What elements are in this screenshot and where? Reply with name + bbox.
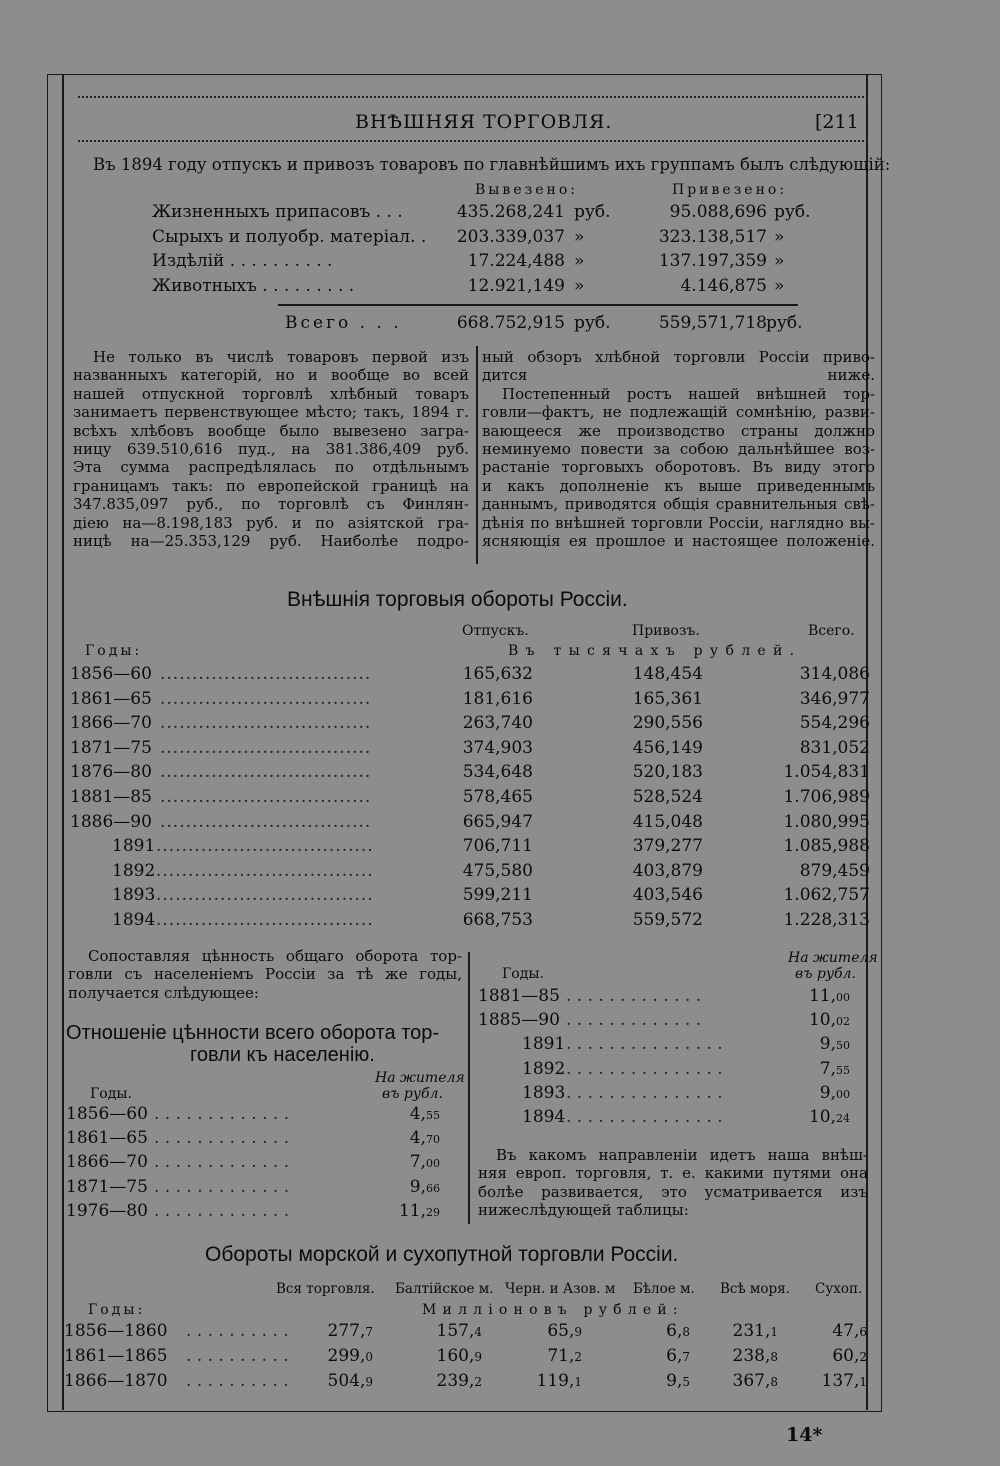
value-frac: 9 (365, 1375, 373, 1389)
page-number: [211 (815, 111, 859, 133)
text-line: 347.835,097 руб., по торговлѣ съ Финлян- (73, 495, 469, 514)
leader-dots: . . . . . . . . . . (186, 1346, 289, 1366)
trade-table-title: Внѣшнія торговыя обороты Россіи. (287, 588, 628, 611)
value-int: 7, (819, 1058, 836, 1079)
frame-rule-left (62, 74, 64, 1410)
col-export: Отпускъ. (462, 623, 529, 639)
value-frac: 2 (474, 1375, 482, 1389)
years-header-right: Годы. (502, 966, 544, 982)
value-int: 4, (409, 1104, 426, 1124)
value-int: 277, (327, 1321, 366, 1341)
value-frac: 02 (836, 1015, 850, 1029)
leader-dots: . . . . . . . . . . . . . (154, 1176, 290, 1197)
sea-land-value (437, 1319, 483, 1345)
sea-land-col-header: Балтійское м. (395, 1281, 494, 1297)
leader-dots: .................................. (156, 910, 374, 930)
export-value: 665,947 (462, 811, 533, 832)
year-label: 1861—65 (70, 688, 152, 709)
value-frac: 8 (682, 1325, 690, 1339)
imported-unit: руб. (774, 202, 811, 222)
total-value: 879,459 (799, 860, 870, 881)
value-frac: 1 (859, 1375, 867, 1389)
leader-dots: . . . . . . . . . . . . . (566, 986, 702, 1006)
text-line: няя европ. торговля, т. е. какими путями она (478, 1164, 868, 1183)
value-int: 367, (732, 1371, 771, 1391)
text-line: растаніе торговыхъ оборотовъ. Въ виду этого (482, 458, 875, 477)
sea-land-value (328, 1319, 374, 1345)
text-line: Постепенный ростъ нашей внѣшней тор- (502, 384, 875, 403)
col-imported: Привезено: (672, 182, 788, 198)
sea-land-units: Милліоновъ рублей: (422, 1302, 684, 1318)
per-capita-value (410, 1126, 440, 1153)
value-frac: 4 (474, 1325, 482, 1339)
per-capita-header-left-2: въ рубл. (382, 1086, 443, 1102)
sea-land-value (666, 1369, 690, 1395)
goods-label: Жизненныхъ припасовъ . . . (152, 202, 403, 222)
sea-land-value (328, 1369, 374, 1395)
total-value: 1.054,831 (783, 762, 870, 783)
text-line: неминуемо повести за собою дальнѣйшее воз- (482, 440, 875, 458)
export-value: 263,740 (462, 713, 533, 734)
text-line: Эта сумма распредѣлялась по отдѣльнымъ (73, 458, 469, 477)
per-capita-value (809, 1008, 850, 1035)
text-line: занимаетъ первенствующее мѣсто; такъ, 1894 г. (73, 403, 469, 422)
total-imported: 559,571,718 (658, 313, 767, 333)
import-value: 520,183 (632, 762, 703, 783)
text-line: ясняющія ея прошлое и настоящее положеніе. (482, 532, 875, 550)
text-line: ный обзоръ хлѣбной торговли Россіи приво- (482, 348, 875, 366)
year-label: 1894 (112, 910, 156, 930)
text-line: нашей отпускной торговлѣ хлѣбный товаръ (73, 384, 469, 403)
sea-land-col-header: Бѣлое м. (633, 1281, 695, 1297)
value-frac: 7 (365, 1325, 373, 1339)
value-int: 65, (547, 1321, 575, 1341)
import-value: 403,546 (632, 885, 703, 906)
per-capita-header-right-2: въ рубл. (795, 966, 856, 982)
year-label: 1893 (522, 1082, 566, 1103)
export-value: 475,580 (462, 860, 533, 881)
imported-unit: » (774, 275, 785, 296)
year-label: 1894 (522, 1107, 566, 1127)
exported-value: 435.268,241 (456, 202, 565, 222)
text-line: дѣнія по внѣшней торговли Россіи, наглядно вы- (482, 513, 875, 532)
value-frac: 7 (682, 1350, 690, 1364)
leader-dots: ................................. (160, 664, 372, 684)
value-int: 9, (409, 1176, 426, 1197)
sea-land-value (666, 1344, 690, 1370)
leader-dots: . . . . . . . . . . (186, 1371, 289, 1391)
value-int: 119, (536, 1371, 575, 1391)
units-label: Въ тысячахъ рублей. (508, 643, 802, 659)
value-frac: 55 (426, 1109, 440, 1122)
import-value: 559,572 (632, 910, 703, 930)
year-label: 1856—60 (66, 1104, 148, 1124)
value-int: 71, (547, 1346, 575, 1366)
imported-value: 137.197,359 (658, 251, 767, 271)
leader-dots: .................................. (156, 885, 374, 906)
sea-land-value (547, 1319, 582, 1345)
sea-land-years: Годы: (88, 1302, 146, 1318)
sea-land-value (666, 1319, 690, 1345)
goods-label: Сырыхъ и полуобр. матеріал. . (152, 226, 427, 247)
value-int: 239, (436, 1371, 475, 1391)
value-frac: 1 (574, 1375, 582, 1389)
leader-dots: . . . . . . . . . . (186, 1321, 289, 1341)
value-int: 299, (327, 1346, 366, 1366)
value-frac: 9 (474, 1350, 482, 1364)
import-value: 148,454 (632, 664, 703, 684)
year-label: 1885—90 (478, 1010, 560, 1031)
ornament-rule-bottom (78, 140, 868, 142)
value-int: 11, (398, 1200, 426, 1221)
year-label: 1866—70 (66, 1152, 148, 1173)
per-capita-header-left-1: На жителя (375, 1070, 465, 1086)
value-frac: 9 (574, 1325, 582, 1339)
year-label: 1881—85 (70, 787, 152, 807)
value-frac: 2 (859, 1350, 867, 1364)
year-label: 1892 (112, 860, 156, 881)
per-capita-value (809, 984, 850, 1011)
value-int: 47, (832, 1321, 860, 1341)
year-label: 1892 (522, 1058, 566, 1079)
leader-dots: . . . . . . . . . . . . . . . (566, 1034, 723, 1055)
text-line: діею на—8.198,183 руб. и по азіятской гра- (73, 513, 469, 532)
per-capita-value (820, 1032, 850, 1059)
value-int: 7, (409, 1152, 426, 1173)
import-value: 403,879 (632, 860, 703, 881)
value-frac: 8 (770, 1375, 778, 1389)
sea-land-value (437, 1344, 483, 1370)
export-value: 599,211 (462, 885, 533, 906)
sea-land-col-header: Черн. и Азов. м (505, 1281, 616, 1297)
import-value: 456,149 (632, 737, 703, 758)
per-capita-value (820, 1057, 850, 1084)
sea-land-value (328, 1344, 374, 1370)
value-frac: 8 (770, 1350, 778, 1364)
value-int: 231, (732, 1321, 771, 1341)
value-frac: 00 (426, 1157, 440, 1171)
value-int: 504, (327, 1371, 366, 1391)
text-line: даннымъ, приводятся общія сравнительныя свѣ- (482, 495, 875, 514)
total-value: 1.080,995 (783, 811, 870, 832)
column-divider (476, 346, 478, 564)
value-int: 157, (436, 1321, 475, 1341)
total-value: 346,977 (799, 688, 870, 709)
years-header-left: Годы. (90, 1086, 132, 1102)
sea-land-title: Обороты морской и сухопутной торговли Россіи. (205, 1243, 679, 1266)
text-line: говли съ населеніемъ Россіи за тѣ же годы, (68, 965, 462, 984)
text-line: получается слѣдующее: (68, 983, 259, 1002)
text-line: всѣхъ хлѣбовъ вообще было вывезено загра- (73, 421, 469, 440)
exported-unit: руб. (574, 202, 611, 222)
year-label: 1893 (112, 885, 156, 906)
value-int: 9, (819, 1034, 836, 1055)
leader-dots: .................................. (156, 860, 374, 881)
total-value: 831,052 (799, 737, 870, 758)
leader-dots: . . . . . . . . . . . . . . . (566, 1082, 723, 1103)
export-value: 578,465 (462, 787, 533, 807)
import-value: 415,048 (632, 811, 703, 832)
sea-land-value (832, 1344, 867, 1370)
text-line: вающееся же производство страны должно (482, 421, 875, 440)
imported-value: 323.138,517 (658, 226, 767, 247)
year-label: 1856—60 (70, 664, 152, 684)
text-line: Въ какомъ направленіи идетъ наша внѣш- (496, 1146, 868, 1164)
year-label: 1866—1870 (64, 1371, 168, 1391)
ratio-title-2: говли къ населенію. (190, 1044, 375, 1066)
text-line: Не только въ числѣ товаровъ первой изъ (93, 348, 469, 366)
export-value: 668,753 (462, 910, 533, 930)
import-value: 379,277 (632, 836, 703, 857)
ornament-rule-top (78, 96, 868, 98)
year-label: 1891 (112, 836, 156, 857)
leader-dots: . . . . . . . . . . . . . (154, 1128, 290, 1149)
value-int: 137, (821, 1371, 860, 1391)
leader-dots: ................................. (160, 762, 372, 783)
imported-value: 95.088,696 (669, 202, 767, 222)
sea-land-value (733, 1369, 779, 1395)
imported-unit: » (774, 226, 785, 247)
sea-land-value (733, 1344, 779, 1370)
value-int: 6, (666, 1346, 683, 1366)
value-frac: 29 (426, 1205, 440, 1219)
total-exported: 668.752,915 (456, 313, 565, 333)
leader-dots: . . . . . . . . . . . . . (566, 1010, 702, 1031)
value-int: 10, (808, 1010, 836, 1031)
year-label: 1866—70 (70, 713, 152, 734)
goods-label: Издѣлій . . . . . . . . . . (152, 251, 333, 271)
goods-label: Животныхъ . . . . . . . . . (152, 275, 355, 296)
export-value: 706,711 (462, 836, 533, 857)
leader-dots: . . . . . . . . . . . . . (154, 1200, 290, 1221)
per-capita-value (820, 1081, 850, 1108)
sea-land-value (437, 1369, 483, 1395)
value-frac: 0 (365, 1350, 373, 1364)
import-value: 290,556 (632, 713, 703, 734)
per-capita-value (399, 1199, 440, 1226)
per-capita-value (410, 1150, 440, 1177)
sea-land-value (832, 1319, 867, 1345)
value-int: 60, (832, 1346, 860, 1366)
per-capita-header-right-1: На жителя (788, 950, 878, 966)
value-frac: 2 (574, 1350, 582, 1364)
leader-dots: . . . . . . . . . . . . . (154, 1152, 290, 1173)
value-frac: 6 (859, 1325, 867, 1339)
value-int: 10, (808, 1107, 836, 1127)
year-label: 1871—75 (70, 737, 152, 758)
ratio-title-1: Отношеніе цѣнности всего оборота тор- (66, 1022, 440, 1044)
sea-land-value (822, 1369, 868, 1395)
running-title: ВНѢШНЯЯ ТОРГОВЛЯ. (355, 111, 613, 133)
imported-unit: » (774, 251, 785, 271)
leader-dots: ................................. (160, 713, 372, 734)
export-value: 374,903 (462, 737, 533, 758)
total-value: 1.706,989 (783, 787, 870, 807)
export-value: 534,648 (462, 762, 533, 783)
total-label: Всего . . . (285, 313, 402, 333)
sea-land-value (547, 1344, 582, 1370)
import-value: 165,361 (632, 688, 703, 709)
text-line: названныхъ категорій, но и вообще во всей (73, 366, 469, 385)
per-capita-value (410, 1175, 440, 1202)
total-exported-unit: руб. (574, 313, 611, 333)
value-frac: 70 (426, 1133, 440, 1147)
value-frac: 24 (836, 1112, 850, 1125)
value-int: 4, (409, 1128, 426, 1149)
total-imported-unit: руб. (766, 313, 803, 333)
text-line: болѣе развивается, это усматривается изъ (478, 1182, 868, 1201)
leader-dots: ................................. (160, 811, 372, 832)
sea-land-col-header: Сухоп. (815, 1281, 863, 1297)
text-line: говли—фактъ, не подлежащій сомнѣнію, разви- (482, 403, 875, 422)
per-capita-value (809, 1105, 850, 1132)
total-value: 1.085,988 (783, 836, 870, 857)
text-line: ницѣ на—25.353,129 руб. Наиболѣе подро- (73, 532, 469, 550)
text-line: ницу 639.510,616 пуд., на 381.386,409 руб. (73, 440, 469, 458)
leader-dots: . . . . . . . . . . . . . . . (566, 1058, 723, 1079)
exported-value: 17.224,488 (467, 251, 565, 271)
exported-value: 203.339,037 (456, 226, 565, 247)
sea-land-value (537, 1369, 583, 1395)
value-frac: 50 (836, 1039, 850, 1053)
text-line: границамъ такъ: по европейской границѣ на (73, 476, 469, 495)
total-value: 554,296 (799, 713, 870, 734)
value-int: 160, (436, 1346, 475, 1366)
value-frac: 00 (836, 991, 850, 1004)
value-frac: 55 (836, 1063, 850, 1077)
leader-dots: . . . . . . . . . . . . . (154, 1104, 290, 1124)
exported-unit: » (574, 275, 585, 296)
value-int: 9, (666, 1371, 683, 1391)
year-label: 1881—85 (478, 986, 560, 1006)
year-label: 1871—75 (66, 1176, 148, 1197)
col-years: Годы: (85, 643, 143, 659)
value-int: 9, (819, 1082, 836, 1103)
value-frac: 1 (770, 1325, 778, 1339)
col-exported: Вывезено: (475, 182, 578, 198)
year-label: 1856—1860 (64, 1321, 168, 1341)
value-int: 6, (666, 1321, 683, 1341)
export-value: 181,616 (462, 688, 533, 709)
year-label: 1976—80 (66, 1200, 148, 1221)
leader-dots: ................................. (160, 688, 372, 709)
value-frac: 5 (682, 1375, 690, 1389)
leader-dots: .................................. (156, 836, 374, 857)
imported-value: 4.146,875 (680, 275, 767, 296)
text-line: нижеслѣдующей таблицы: (478, 1201, 689, 1220)
total-rule (278, 304, 798, 306)
value-frac: 00 (836, 1087, 850, 1101)
per-capita-value (410, 1102, 440, 1129)
exported-unit: » (574, 251, 585, 271)
value-frac: 66 (426, 1181, 440, 1195)
year-label: 1861—1865 (64, 1346, 168, 1366)
leader-dots: ................................. (160, 787, 372, 807)
text-line: и какъ дополненіе къ выше приведеннымъ (482, 476, 875, 495)
year-label: 1891 (522, 1034, 566, 1055)
year-label: 1876—80 (70, 762, 152, 783)
sea-land-col-header: Вся торговля. (276, 1281, 375, 1297)
total-value: 314,086 (799, 664, 870, 684)
import-value: 528,524 (632, 787, 703, 807)
year-label: 1886—90 (70, 811, 152, 832)
leader-dots: . . . . . . . . . . . . . . . (566, 1107, 723, 1127)
value-int: 238, (732, 1346, 771, 1366)
lower-divider (468, 952, 470, 1224)
exported-value: 12.921,149 (467, 275, 565, 296)
text-line: Сопоставляя цѣнность общаго оборота тор- (88, 947, 462, 965)
sea-land-value (733, 1319, 779, 1345)
export-value: 165,632 (462, 664, 533, 684)
exported-unit: » (574, 226, 585, 247)
year-label: 1861—65 (66, 1128, 148, 1149)
leader-dots: ................................. (160, 737, 372, 758)
intro-text: Въ 1894 году отпускъ и привозъ товаровъ по главнѣйшимъ ихъ группамъ былъ слѣдующій: (93, 155, 891, 174)
total-value: 1.062,757 (783, 885, 870, 906)
col-import: Привозъ. (632, 623, 700, 639)
sea-land-col-header: Всѣ моря. (720, 1281, 790, 1297)
total-value: 1.228,313 (783, 910, 870, 930)
signature-mark: 14* (786, 1424, 823, 1446)
value-int: 11, (808, 986, 836, 1006)
text-line: дится ниже. (482, 366, 875, 385)
col-total: Всего. (808, 623, 855, 639)
